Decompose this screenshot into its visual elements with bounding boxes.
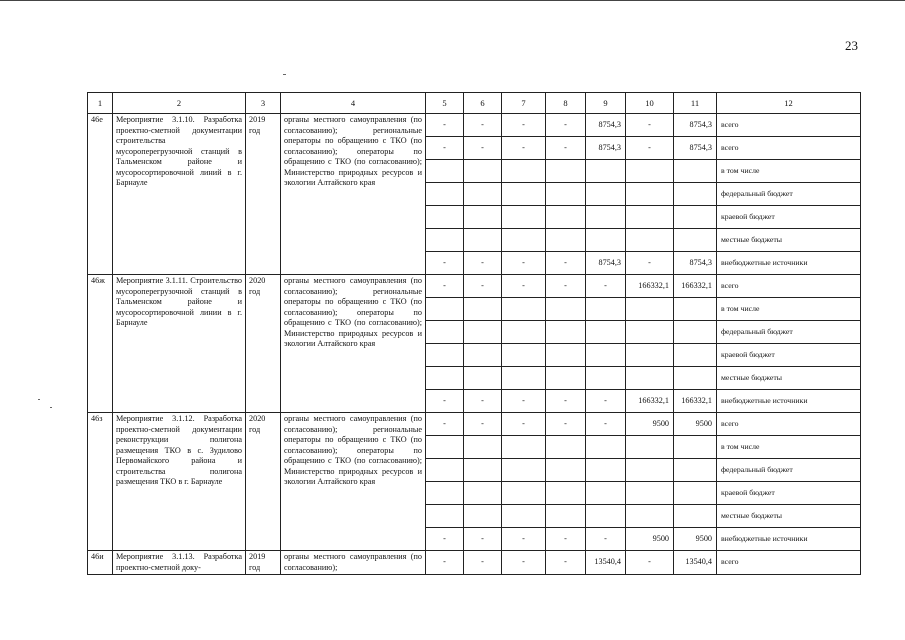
value-cell: - <box>502 137 546 160</box>
value-cell <box>502 505 546 528</box>
value-cell: - <box>546 551 586 575</box>
executors-cell: органы местного самоуправления (по согласованию); <box>281 551 426 575</box>
header-cell: 5 <box>426 93 464 114</box>
value-cell <box>546 229 586 252</box>
funding-source-cell: местные бюджеты <box>717 367 861 390</box>
value-cell: - <box>502 252 546 275</box>
value-cell: 9500 <box>626 528 674 551</box>
header-cell: 2 <box>113 93 246 114</box>
value-cell <box>586 298 626 321</box>
header-row <box>88 93 861 114</box>
value-cell <box>502 321 546 344</box>
value-cell <box>674 229 717 252</box>
value-cell <box>502 183 546 206</box>
value-cell <box>586 321 626 344</box>
value-cell <box>546 459 586 482</box>
value-cell <box>426 344 464 367</box>
scan-mark <box>283 74 286 75</box>
value-cell: - <box>464 551 502 575</box>
value-cell <box>546 206 586 229</box>
funding-source-cell: в том числе <box>717 436 861 459</box>
funding-source-cell: краевой бюджет <box>717 344 861 367</box>
value-cell <box>674 505 717 528</box>
value-cell: 8754,3 <box>586 252 626 275</box>
table-row <box>88 275 861 298</box>
funding-source-cell: внебюджетные источники <box>717 390 861 413</box>
value-cell <box>502 206 546 229</box>
value-cell: 166332,1 <box>626 275 674 298</box>
table-row <box>88 551 861 575</box>
top-edge-line <box>0 0 905 1</box>
value-cell <box>426 229 464 252</box>
header-cell: 12 <box>717 93 861 114</box>
value-cell: - <box>626 551 674 575</box>
value-cell <box>464 160 502 183</box>
year-cell: 2019 год <box>246 114 281 275</box>
value-cell <box>464 321 502 344</box>
header-cell: 3 <box>246 93 281 114</box>
value-cell: - <box>502 551 546 575</box>
value-cell <box>464 206 502 229</box>
header-cell: 9 <box>586 93 626 114</box>
value-cell <box>674 344 717 367</box>
year-cell: 2019 год <box>246 551 281 575</box>
value-cell <box>626 229 674 252</box>
value-cell: 13540,4 <box>586 551 626 575</box>
value-cell <box>464 482 502 505</box>
value-cell <box>586 206 626 229</box>
value-cell: - <box>464 390 502 413</box>
value-cell: - <box>502 114 546 137</box>
value-cell <box>546 183 586 206</box>
funding-source-cell: всего <box>717 413 861 436</box>
value-cell <box>426 367 464 390</box>
value-cell: - <box>546 413 586 436</box>
value-cell <box>586 505 626 528</box>
value-cell <box>586 344 626 367</box>
value-cell <box>586 183 626 206</box>
value-cell: - <box>546 137 586 160</box>
funding-source-cell: федеральный бюджет <box>717 183 861 206</box>
value-cell: - <box>464 114 502 137</box>
year-cell: 2020 год <box>246 413 281 551</box>
scan-mark <box>50 407 52 408</box>
value-cell <box>674 367 717 390</box>
value-cell <box>546 367 586 390</box>
table-row <box>88 413 861 436</box>
value-cell: 9500 <box>674 413 717 436</box>
value-cell <box>464 229 502 252</box>
year-cell: 2020 год <box>246 275 281 413</box>
value-cell <box>464 183 502 206</box>
value-cell <box>426 321 464 344</box>
funding-source-cell: краевой бюджет <box>717 206 861 229</box>
value-cell: - <box>502 390 546 413</box>
value-cell <box>502 298 546 321</box>
executors-cell: органы местного самоуправления (по согласованию); региональные операторы по обращению с ТКО (по согласованию); операторы по обращению с ТКО (по согласованию); Министерство природных ресурсов и экологии Алтайского края <box>281 413 426 551</box>
value-cell <box>674 298 717 321</box>
value-cell <box>674 436 717 459</box>
funding-source-cell: местные бюджеты <box>717 229 861 252</box>
value-cell: - <box>502 413 546 436</box>
value-cell <box>586 459 626 482</box>
value-cell <box>626 459 674 482</box>
value-cell <box>426 206 464 229</box>
value-cell <box>626 183 674 206</box>
row-id-cell: 46е <box>88 114 113 275</box>
value-cell <box>426 160 464 183</box>
funding-source-cell: в том числе <box>717 160 861 183</box>
row-id-cell: 46з <box>88 413 113 551</box>
value-cell <box>626 206 674 229</box>
value-cell <box>586 482 626 505</box>
value-cell <box>626 482 674 505</box>
funding-source-cell: всего <box>717 137 861 160</box>
page-number: 23 <box>845 38 858 53</box>
value-cell <box>586 229 626 252</box>
header-cell: 7 <box>502 93 546 114</box>
executors-cell: органы местного самоуправления (по согласованию); региональные операторы по обращению с ТКО (по согласованию); операторы по обращению с ТКО (по согласованию); Министерство природных ресурсов и экологии Алтайского края <box>281 114 426 275</box>
value-cell: 166332,1 <box>626 390 674 413</box>
value-cell: - <box>586 528 626 551</box>
value-cell: 9500 <box>674 528 717 551</box>
value-cell <box>546 505 586 528</box>
value-cell <box>546 344 586 367</box>
value-cell: - <box>502 275 546 298</box>
value-cell <box>464 367 502 390</box>
value-cell <box>626 160 674 183</box>
value-cell <box>426 298 464 321</box>
value-cell: - <box>586 275 626 298</box>
value-cell: - <box>426 137 464 160</box>
header-cell: 4 <box>281 93 426 114</box>
funding-source-cell: в том числе <box>717 298 861 321</box>
value-cell <box>674 321 717 344</box>
value-cell: 9500 <box>626 413 674 436</box>
table-row <box>88 114 861 137</box>
value-cell: 8754,3 <box>674 137 717 160</box>
value-cell: - <box>546 390 586 413</box>
value-cell: - <box>626 114 674 137</box>
value-cell <box>426 459 464 482</box>
funding-source-cell: федеральный бюджет <box>717 459 861 482</box>
value-cell: - <box>426 413 464 436</box>
scan-mark <box>38 399 40 400</box>
value-cell: - <box>546 528 586 551</box>
funding-source-cell: всего <box>717 275 861 298</box>
value-cell: - <box>546 275 586 298</box>
value-cell: - <box>626 137 674 160</box>
value-cell: 166332,1 <box>674 275 717 298</box>
value-cell <box>502 459 546 482</box>
value-cell <box>464 298 502 321</box>
funding-source-cell: федеральный бюджет <box>717 321 861 344</box>
value-cell <box>626 367 674 390</box>
funding-source-cell: внебюджетные источники <box>717 528 861 551</box>
row-id-cell: 46и <box>88 551 113 575</box>
funding-source-cell: всего <box>717 551 861 575</box>
value-cell <box>502 436 546 459</box>
value-cell <box>626 298 674 321</box>
header-cell: 11 <box>674 93 717 114</box>
value-cell: - <box>464 275 502 298</box>
event-name-cell: Мероприятие 3.1.11. Строительство мусороперегрузочной станций в Тальменском районе и мусоросортировочной линии в г. Барнауле <box>113 275 246 413</box>
value-cell: - <box>464 528 502 551</box>
value-cell: - <box>586 390 626 413</box>
value-cell: - <box>426 114 464 137</box>
value-cell <box>626 344 674 367</box>
header-cell: 8 <box>546 93 586 114</box>
row-id-cell: 46ж <box>88 275 113 413</box>
value-cell <box>426 482 464 505</box>
value-cell: 8754,3 <box>586 137 626 160</box>
value-cell <box>674 206 717 229</box>
value-cell <box>464 344 502 367</box>
value-cell: 166332,1 <box>674 390 717 413</box>
value-cell: - <box>426 551 464 575</box>
value-cell <box>502 160 546 183</box>
value-cell: - <box>502 528 546 551</box>
executors-cell: органы местного самоуправления (по согласованию); региональные операторы по обращению с ТКО (по согласованию); операторы по обращению с ТКО (по согласованию); Министерство природных ресурсов и экологии Алтайского края <box>281 275 426 413</box>
budget-table <box>87 92 861 575</box>
value-cell: - <box>426 390 464 413</box>
value-cell: 8754,3 <box>586 114 626 137</box>
value-cell <box>546 436 586 459</box>
value-cell: 8754,3 <box>674 252 717 275</box>
value-cell: 13540,4 <box>674 551 717 575</box>
value-cell: - <box>586 413 626 436</box>
value-cell: - <box>464 252 502 275</box>
funding-source-cell: внебюджетные источники <box>717 252 861 275</box>
header-cell: 1 <box>88 93 113 114</box>
value-cell <box>674 459 717 482</box>
value-cell <box>426 183 464 206</box>
value-cell <box>502 229 546 252</box>
value-cell: - <box>426 275 464 298</box>
value-cell <box>626 505 674 528</box>
value-cell <box>674 160 717 183</box>
value-cell <box>546 160 586 183</box>
header-cell: 6 <box>464 93 502 114</box>
value-cell: - <box>626 252 674 275</box>
value-cell: - <box>426 252 464 275</box>
value-cell <box>674 482 717 505</box>
event-name-cell: Мероприятие 3.1.10. Разработка проектно-сметной документации строительства мусороперегрузочной станций в Тальменском районе и мусоросортировочной линий в г. Барнауле <box>113 114 246 275</box>
value-cell <box>546 321 586 344</box>
value-cell <box>464 436 502 459</box>
funding-source-cell: местные бюджеты <box>717 505 861 528</box>
event-name-cell: Мероприятие 3.1.12. Разработка проектно-сметной документации реконструкции полигона размещения ТКО в с. Зудилово Первомайского района и строительства полигона размещения ТКО в г. Барнауле <box>113 413 246 551</box>
value-cell: - <box>464 137 502 160</box>
value-cell: - <box>546 252 586 275</box>
event-name-cell: Мероприятие 3.1.13. Разработка проектно-сметной доку- <box>113 551 246 575</box>
header-cell: 10 <box>626 93 674 114</box>
value-cell: - <box>464 413 502 436</box>
value-cell <box>426 505 464 528</box>
value-cell: - <box>426 528 464 551</box>
value-cell <box>586 160 626 183</box>
value-cell <box>586 367 626 390</box>
value-cell <box>546 482 586 505</box>
value-cell <box>426 436 464 459</box>
value-cell <box>586 436 626 459</box>
value-cell <box>464 505 502 528</box>
value-cell: 8754,3 <box>674 114 717 137</box>
funding-source-cell: краевой бюджет <box>717 482 861 505</box>
value-cell <box>502 482 546 505</box>
value-cell <box>626 436 674 459</box>
funding-source-cell: всего <box>717 114 861 137</box>
value-cell <box>502 344 546 367</box>
value-cell <box>674 183 717 206</box>
value-cell: - <box>546 114 586 137</box>
value-cell <box>626 321 674 344</box>
value-cell <box>502 367 546 390</box>
value-cell <box>464 459 502 482</box>
value-cell <box>546 298 586 321</box>
